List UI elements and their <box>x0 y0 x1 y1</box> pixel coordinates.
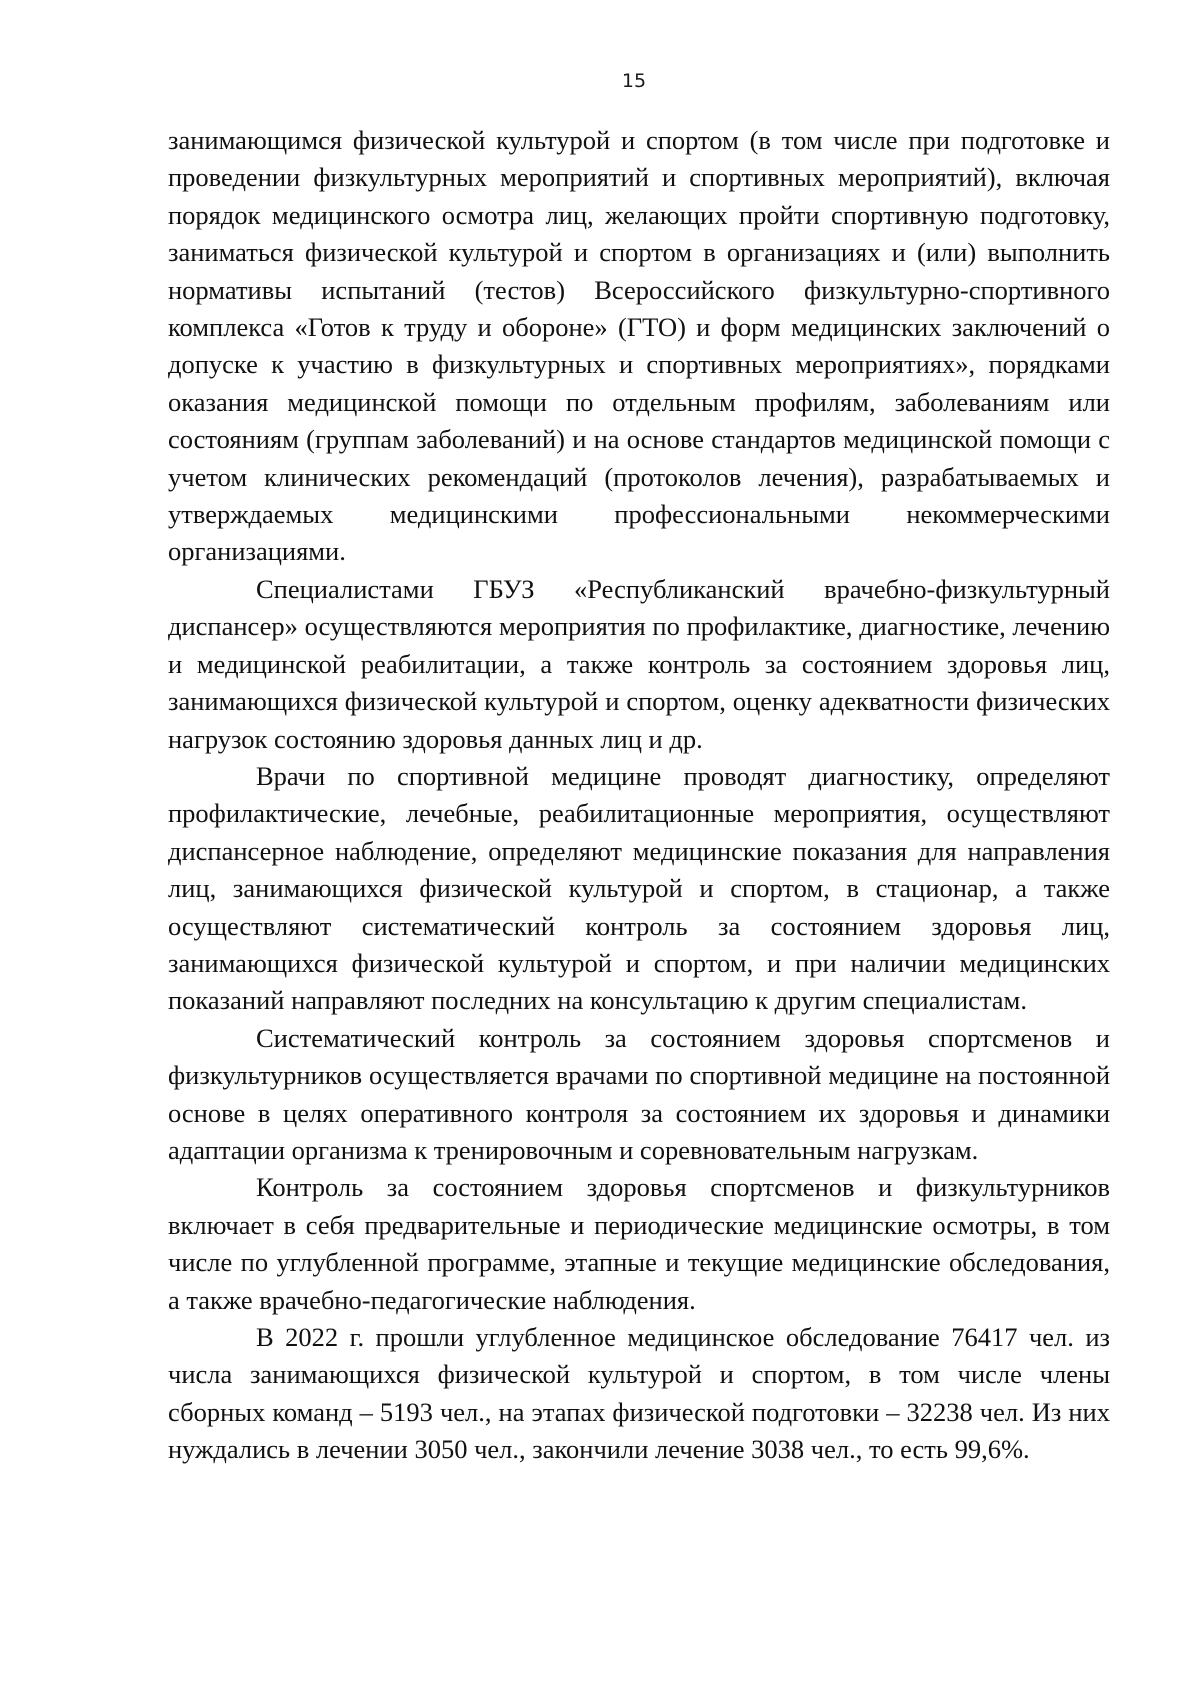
paragraph-continuation: занимающимся физической культурой и спортом (в том числе при подготовке и проведении физкультурных мероприятий и спортивных мероприятий), включая порядок медицинского осмотра лиц, желающих пройти спортивную подготовку, заниматься физической культурой и спортом в организациях и (или) выполнить нормативы испытаний (тестов) Всероссийского физкультурно-спортивного комплекса «Готов к труду и обороне» (ГТО) и форм медицинских заключений о допуске к участию в физкультурных и спортивных мероприятиях», порядками оказания медицинской помощи по отдельным профилям, заболеваниям или состояниям (группам заболеваний) и на основе стандартов медицинской помощи с учетом клинических рекомендаций (протоколов лечения), разрабатываемых и утверждаемых медицинскими профессиональными некоммерческими организациями. <box>168 125 1110 567</box>
paragraph-gbuz-specialists: Специалистами ГБУЗ «Республиканский врачебно-физкультурный диспансер» осуществляются мероприятия по профилактике, диагностике, лечению и медицинской реабилитации, а также контроль за состоянием здоровья лиц, занимающихся физической культурой и спортом, оценку адекватности физических нагрузок состоянию здоровья данных лиц и др. <box>168 573 1110 754</box>
page-number: 15 <box>621 70 647 92</box>
paragraph-sports-doctors: Врачи по спортивной медицине проводят диагностику, определяют профилактические, лечебные, реабилитационные мероприятия, осуществляют диспансерное наблюдение, определяют медицинские показания для направления лиц, занимающихся физической культурой и спортом, в стационар, а также осуществляют систематический контроль за состоянием здоровья лиц, занимающихся физической культурой и спортом, и при наличии медицинских показаний направляют последних на консультацию к другим специалистам. <box>168 760 1110 1016</box>
paragraph-health-control: Контроль за состоянием здоровья спортсменов и физкультурников включает в себя предварительные и периодические медицинские осмотры, в том числе по углубленной программе, этапные и текущие медицинские обследования, а также врачебно-педагогические наблюдения. <box>168 1172 1110 1315</box>
document-body <box>168 122 1110 1469</box>
paragraph-systematic-control: Систематический контроль за состоянием здоровья спортсменов и физкультурников осуществляется врачами по спортивной медицине на постоянной основе в целях оперативного контроля за состоянием их здоровья и динамики адаптации организма к тренировочным и соревновательным нагрузкам. <box>168 1022 1110 1165</box>
paragraph-2022-statistics: В 2022 г. прошли углубленное медицинское обследование 76417 чел. из числа занимающихся физической культурой и спортом, в том числе члены сборных команд – 5193 чел., на этапах физической подготовки – 32238 чел. Из них нуждались в лечении 3050 чел., закончили лечение 3038 чел., то есть 99,6%. <box>168 1322 1110 1465</box>
